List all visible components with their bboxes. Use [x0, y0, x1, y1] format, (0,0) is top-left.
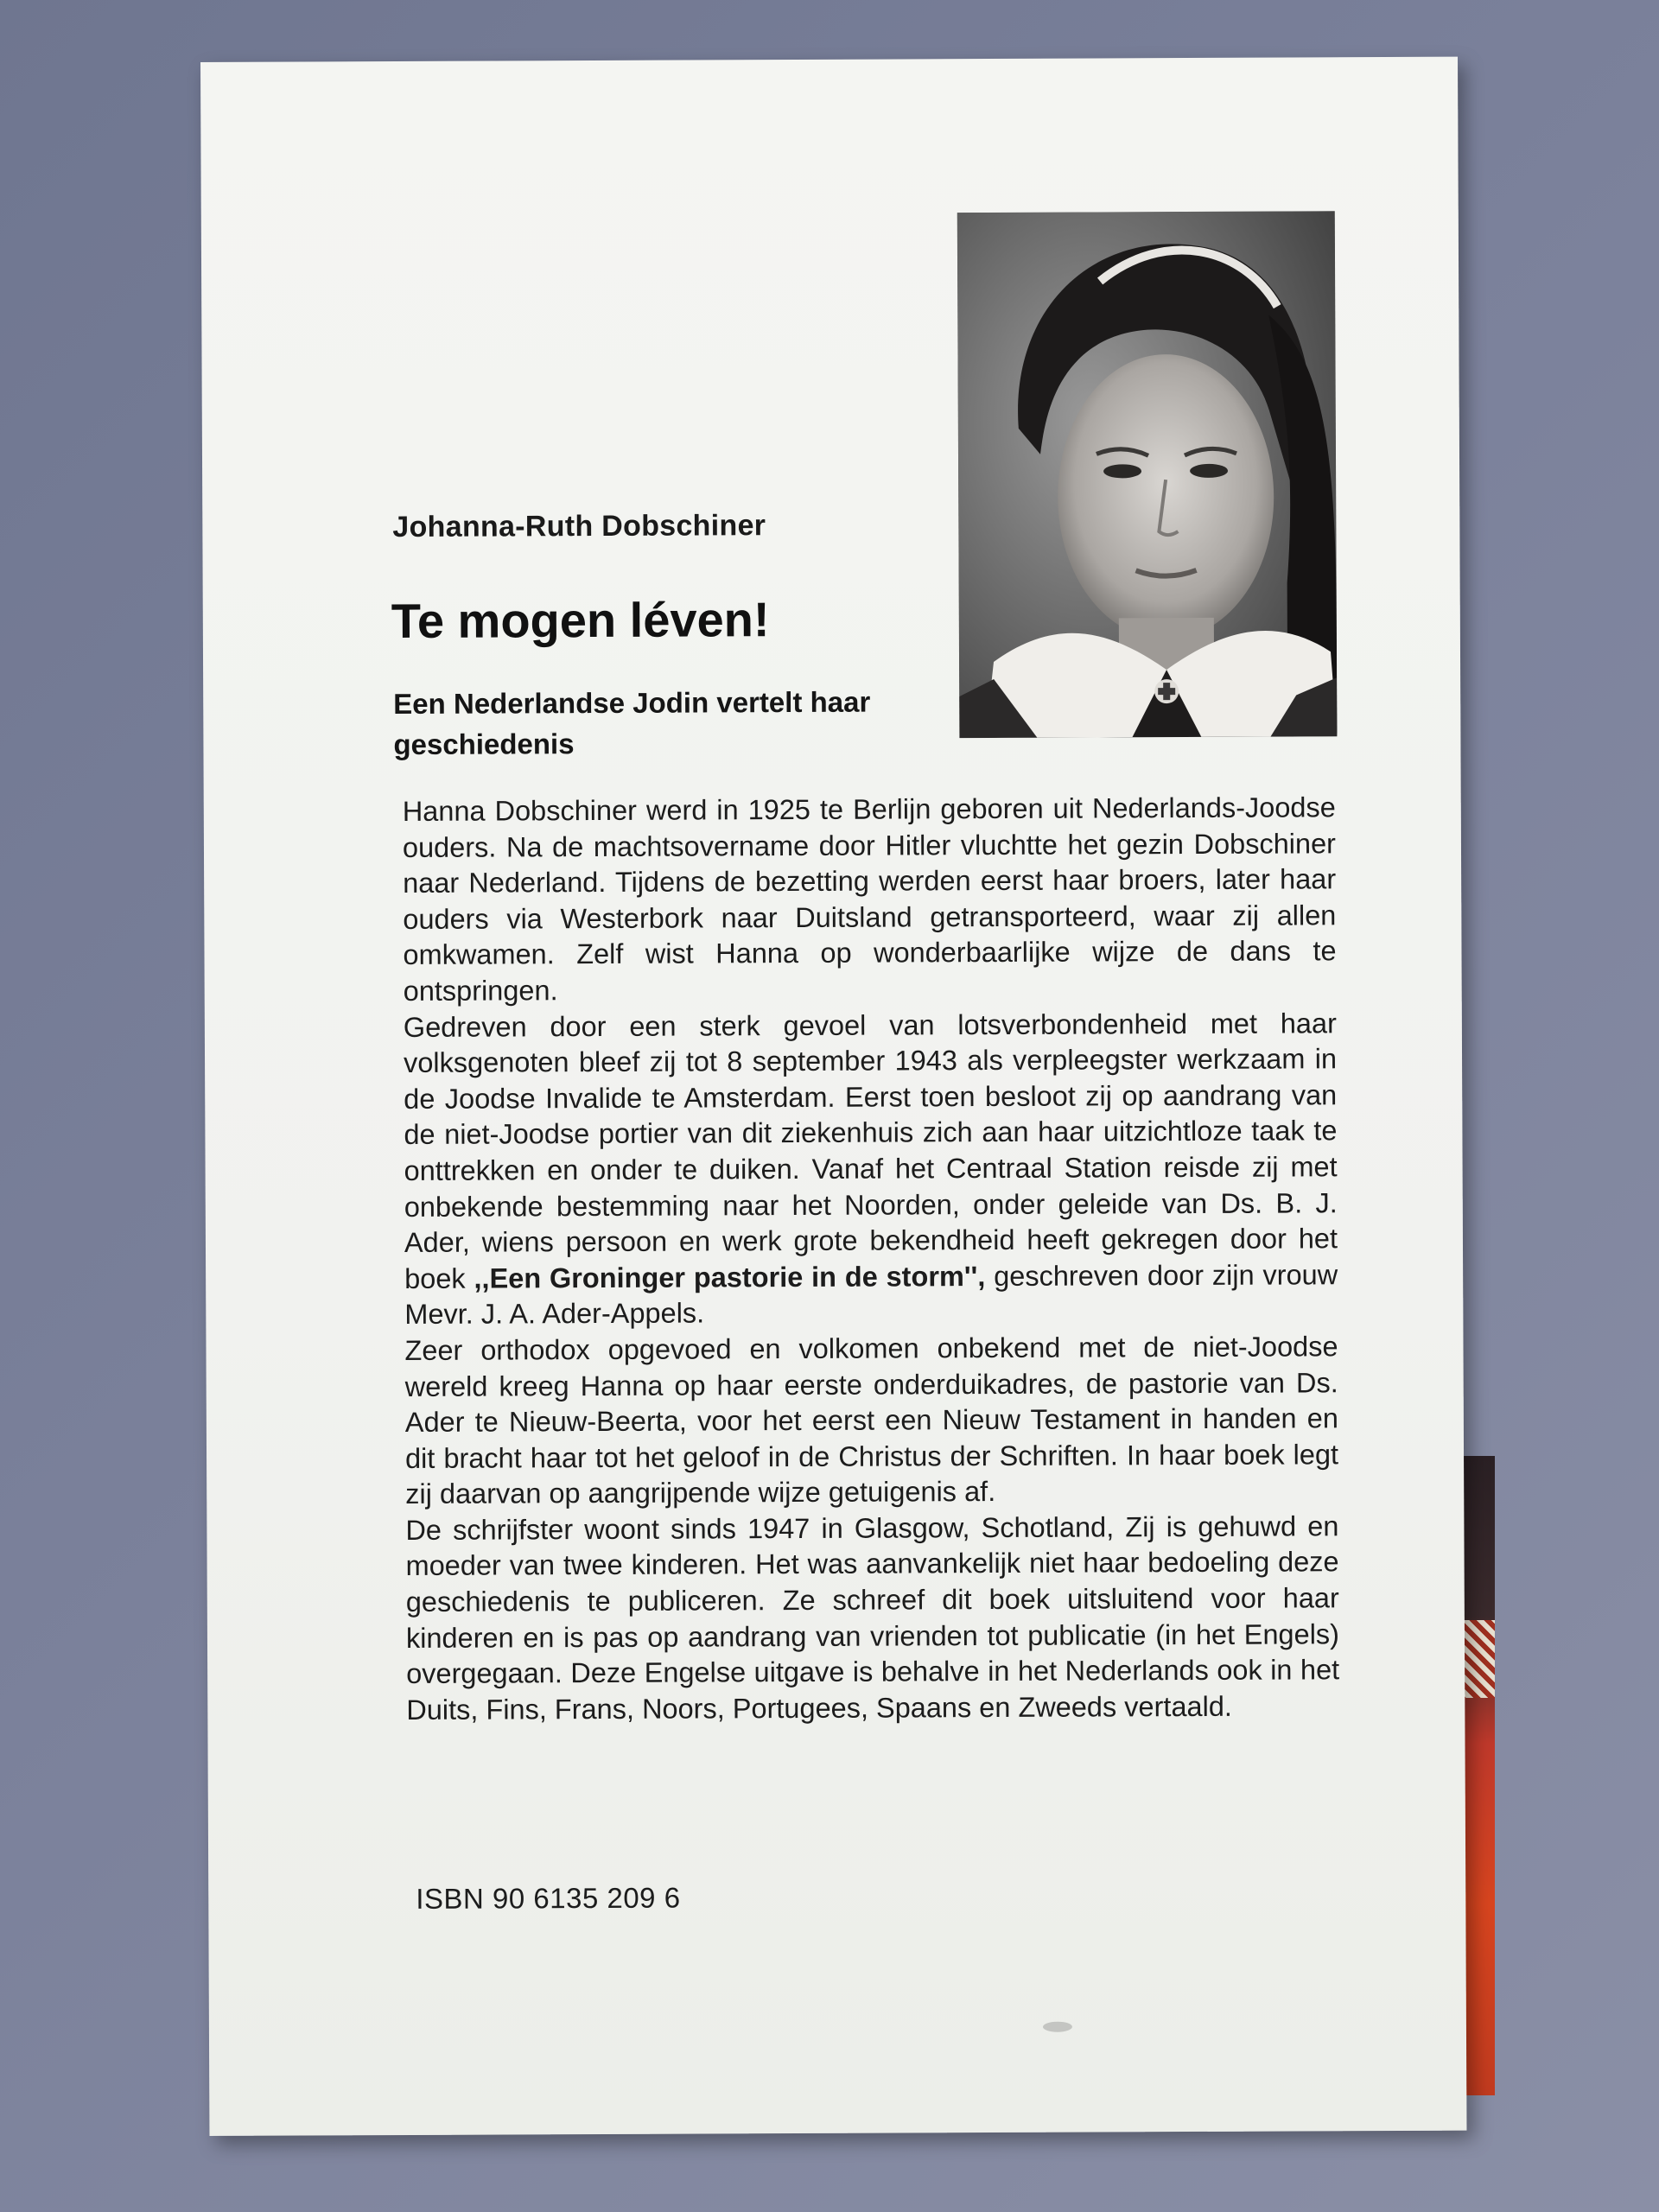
book-subtitle: Een Nederlandse Jodin vertelt haar geschiedenis [393, 685, 871, 761]
blurb-text [403, 790, 1340, 1728]
blurb-paragraph-2-after: geschreven door zijn vrouw Mevr. J. A. Ader-Appels. [404, 1258, 1338, 1331]
isbn-number: ISBN 90 6135 209 6 [416, 1881, 681, 1915]
referenced-book-title: ,,Een Groninger pastorie in de storm'', [474, 1260, 986, 1294]
blurb-paragraph-1: Hanna Dobschiner werd in 1925 te Berlijn geboren uit Nederlands-Joodse ouders. Na de machtsovername door Hitler vluchtte het gezin Dobschiner naar Nederland. Tijdens de bezetting werden eerst haar broers, later haar ouders via Westerbork naar Duitsland getransporteerd, waar zij allen omkwamen. Zelf wist Hanna op wonderbaarlijke wijze de dans te ontspringen. [402, 791, 1337, 1007]
book-back-cover [200, 57, 1466, 2136]
paper-smudge [1043, 2022, 1072, 2032]
author-name: Johanna-Ruth Dobschiner [392, 509, 766, 544]
book-title: Te mogen léven! [391, 592, 770, 649]
blurb-paragraph-2 [404, 1006, 1338, 1333]
portrait-illustration [957, 211, 1338, 738]
blurb-paragraph-4: De schrijfster woont sinds 1947 in Glasgow, Schotland, Zij is gehuwd en moeder van twee kinderen. Het was aanvankelijk niet haar bedoeling deze geschiedenis te publiceren. Ze schreef dit boek uitsluitend voor haar kinderen en is pas op aandrang van vrienden tot publicatie (in het Engels) overgegaan. Deze Engelse uitgave is behalve in het Nederlands ook in het Duits, Fins, Frans, Noors, Portugees, Spaans en Zweeds vertaald. [405, 1510, 1340, 1726]
blurb-paragraph-3: Zeer orthodox opgevoed en volkomen onbekend met de niet-Joodse wereld kreeg Hanna op haar eerste onderduikadres, de pastorie van Ds. Ader te Nieuw-Beerta, voor het eerst een Nieuw Testament in handen en dit bracht haar tot het geloof in de Christus der Schriften. In haar boek legt zij daarvan op aangrijpende wijze getuigenis af. [404, 1331, 1339, 1510]
author-portrait-photo [957, 211, 1338, 738]
blurb-paragraph-2-before: Gedreven door een sterk gevoel van lotsverbondenheid met haar volksgenoten bleef zij tot 8 september 1943 als verpleegster werkzaam in de Joodse Invalide te Amsterdam. Eerst toen besloot zij op aandrang van de niet-Joodse portier van dit ziekenhuis zich aan haar uitzichtloze taak te onttrekken en onder te duiken. Vanaf het Centraal Station reisde zij met onbekende bestemming naar het Noorden, onder geleide van Ds. B. J. Ader, wiens persoon en werk grote bekendheid heeft gekregen door het boek [403, 1007, 1338, 1294]
